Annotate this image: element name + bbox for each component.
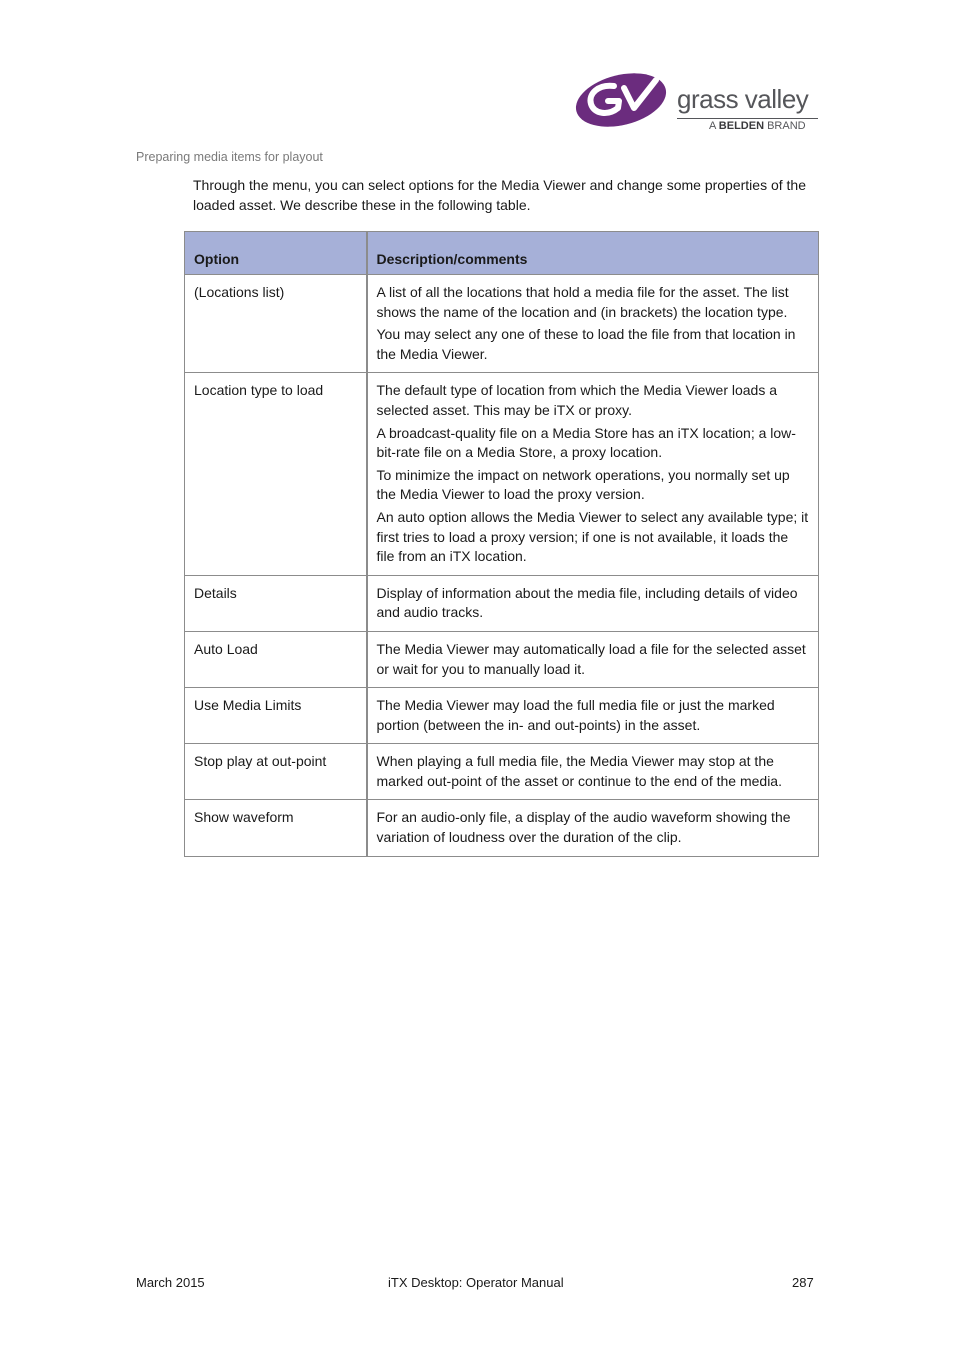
table-row	[185, 631, 819, 687]
table-row	[185, 688, 819, 744]
description-paragraph: A broadcast-quality file on a Media Store has an iTX location; a low-bit-rate file on a Media Store, a proxy location.	[376, 424, 796, 461]
description-paragraph: When playing a full media file, the Media Viewer may stop at the marked out-point of the asset or continue to the end of the media.	[376, 753, 782, 789]
description-paragraph: An auto option allows the Media Viewer to select any available type; it first tries to load a proxy version; if one is not available, it loads the file from an iTX location.	[376, 508, 809, 565]
description-paragraph: You may select any one of these to load the file from that location in the Media Viewer.	[376, 326, 796, 362]
logo-wordmark: grass valley	[677, 84, 809, 114]
description-cell	[367, 688, 819, 744]
table-row	[185, 373, 819, 575]
logo-brand-prefix: A	[709, 120, 716, 132]
description-paragraph: The default type of location from which the Media Viewer loads a selected asset. This may be iTX or proxy.	[376, 382, 778, 418]
description-paragraph: The Media Viewer may automatically load a file for the selected asset or wait for you to manually load it.	[376, 640, 806, 677]
running-header: Preparing media items for playout	[136, 150, 323, 164]
option-cell: Location type to load	[185, 373, 367, 575]
option-cell: Show waveform	[185, 800, 367, 856]
description-paragraph: A list of all the locations that hold a media file for the asset. The list shows the name of the location and (in brackets) the location type.	[376, 284, 789, 320]
footer-page-number: 287	[792, 1275, 814, 1290]
description-paragraph: For an audio-only file, a display of the audio waveform showing the variation of loudness over the duration of the clip.	[376, 809, 791, 846]
description-cell	[367, 744, 819, 800]
option-cell: Details	[185, 575, 367, 631]
description-cell	[367, 373, 819, 575]
column-header-description: Description/comments	[367, 232, 819, 275]
description-paragraph: Display of information about the media file, including details of video and audio tracks.	[376, 584, 798, 621]
logo-divider	[677, 118, 818, 119]
option-cell: Use Media Limits	[185, 688, 367, 744]
grass-valley-logo	[574, 70, 824, 134]
footer-date: March 2015	[136, 1275, 205, 1290]
description-paragraph: The Media Viewer may load the full media file or just the marked portion (between the in- and out-points) in the asset.	[376, 697, 775, 733]
description-cell	[367, 800, 819, 856]
description-cell	[367, 631, 819, 687]
gv-mark-icon	[574, 70, 678, 128]
table-header-row	[185, 232, 819, 275]
options-table	[184, 231, 819, 857]
option-cell: Auto Load	[185, 631, 367, 687]
table-row	[185, 275, 819, 373]
logo-brand-name: BELDEN	[718, 120, 765, 132]
table-row	[185, 575, 819, 631]
logo-brand-suffix: BRAND	[767, 120, 806, 132]
intro-paragraph: Through the menu, you can select options for the Media Viewer and change some properties of the loaded asset. We describe these in the following table.	[193, 177, 806, 213]
description-paragraph: To minimize the impact on network operations, you normally set up the Media Viewer to load the proxy version.	[376, 466, 790, 503]
option-cell: Stop play at out-point	[185, 744, 367, 800]
logo-brand-line	[709, 120, 806, 132]
description-cell	[367, 575, 819, 631]
description-cell	[367, 275, 819, 373]
table-row	[185, 800, 819, 856]
table-row	[185, 744, 819, 800]
footer-title: iTX Desktop: Operator Manual	[388, 1275, 564, 1290]
column-header-option: Option	[185, 232, 367, 275]
option-cell: (Locations list)	[185, 275, 367, 373]
